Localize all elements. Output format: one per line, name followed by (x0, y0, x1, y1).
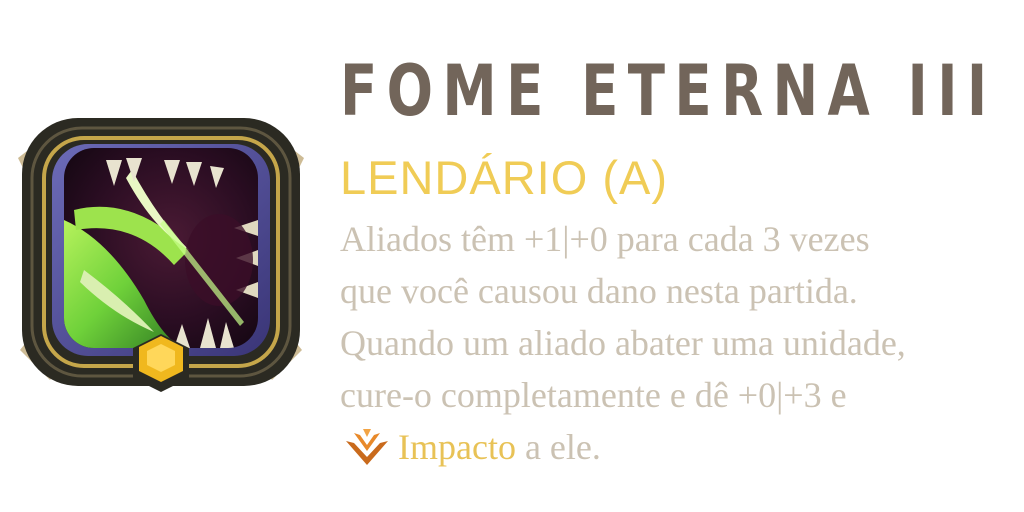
monster-maw-icon (14, 100, 308, 400)
description-line: Quando um aliado abater uma unidade, (340, 323, 906, 363)
card-description (340, 213, 1010, 473)
card-rarity: LENDÁRIO (A) (340, 151, 668, 204)
keyword-impacto[interactable]: Impacto (398, 427, 516, 467)
description-line: que você causou dano nesta partida. (340, 271, 858, 311)
card-text (340, 50, 1010, 473)
card-art (14, 100, 308, 400)
impact-icon (344, 429, 390, 467)
description-line: cure-o completamente e dê +0|+3 e (340, 375, 847, 415)
description-line: Aliados têm +1|+0 para cada 3 vezes (340, 219, 870, 259)
description-line-tail: a ele. (515, 427, 601, 467)
card-name: FOME ETERNA III (340, 50, 997, 132)
description-line-last (340, 421, 1010, 473)
